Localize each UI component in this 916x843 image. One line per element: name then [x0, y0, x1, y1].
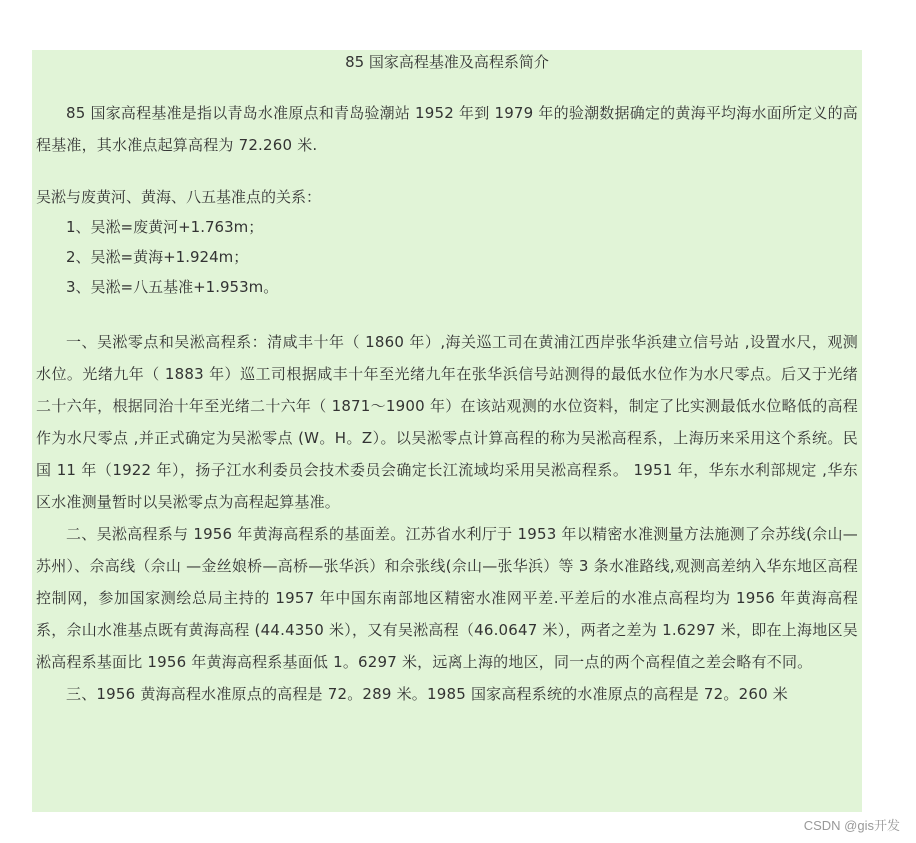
article-content — [32, 50, 862, 812]
section-paragraph: 二、吴淞高程系与 1956 年黄海高程系的基面差。江苏省水利厅于 1953 年以精密水准测量方法施测了佘苏线(佘山—苏州）、佘高线（佘山 —金丝娘桥—高桥—张华浜）和佘张线(佘山—张华浜）等 3 条水准路线,观测高差纳入华东地区高程控制网，参加国家测绘总局主持的 1957 年中国东南部地区精密水准网平差.平差后的水准点高程均为 1956 年黄海高程系，佘山水准基点既有黄海高程 (44.4350 米），又有吴淞高程（46.0647 米），两者之差为 1.6297 米，即在上海地区吴淞高程系基面比 1956 年黄海高程系基面低 1。6297 米，远离上海的地区，同一点的两个高程值之差会略有不同。 — [36, 525, 858, 671]
document-title: 85 国家高程基准及高程系简介 — [345, 53, 549, 71]
relations-list — [36, 212, 858, 302]
spacer — [36, 161, 858, 182]
section-paragraph: 一、吴淞零点和吴淞高程系：清咸丰十年（ 1860 年）,海关巡工司在黄浦江西岸张华浜建立信号站 ,设置水尺，观测水位。光绪九年（ 1883 年）巡工司根据咸丰十年至光绪九年在张华浜信号站测得的最低水位作为水尺零点。后又于光绪二十六年，根据同治十年至光绪二十六年（ 1871～1900 年）在该站观测的水位资料，制定了比实测最低水位略低的高程作为水尺零点 ,并正式确定为吴淞零点 (W。H。Z）。以吴淞零点计算高程的称为吴淞高程系，上海历来采用这个系统。民国 11 年（1922 年），扬子江水利委员会技术委员会确定长江流域均采用吴淞高程系。 1951 年，华东水利部规定 ,华东区水准测量暂时以吴淞零点为高程起算基准。 — [36, 333, 858, 511]
spacer — [36, 302, 858, 326]
watermark: CSDN @gis开发 — [803, 818, 900, 833]
intro-paragraph: 85 国家高程基准是指以青岛水准原点和青岛验潮站 1952 年到 1979 年的验潮数据确定的黄海平均海水面所定义的高程基准，其水准点起算高程为 72.260 米. — [36, 104, 858, 154]
relation-item: 3、吴淞=八五基准+1.953m。 — [66, 278, 279, 296]
section-paragraph: 三、1956 黄海高程水准原点的高程是 72。289 米。1985 国家高程系统的水准原点的高程是 72。260 米 — [66, 685, 788, 703]
relations-heading: 吴淞与废黄河、黄海、八五基准点的关系： — [36, 188, 322, 206]
relation-item: 1、吴淞=废黄河+1.763m； — [66, 218, 264, 236]
spacer — [36, 74, 858, 97]
relation-item: 2、吴淞=黄海+1.924m； — [66, 248, 249, 266]
